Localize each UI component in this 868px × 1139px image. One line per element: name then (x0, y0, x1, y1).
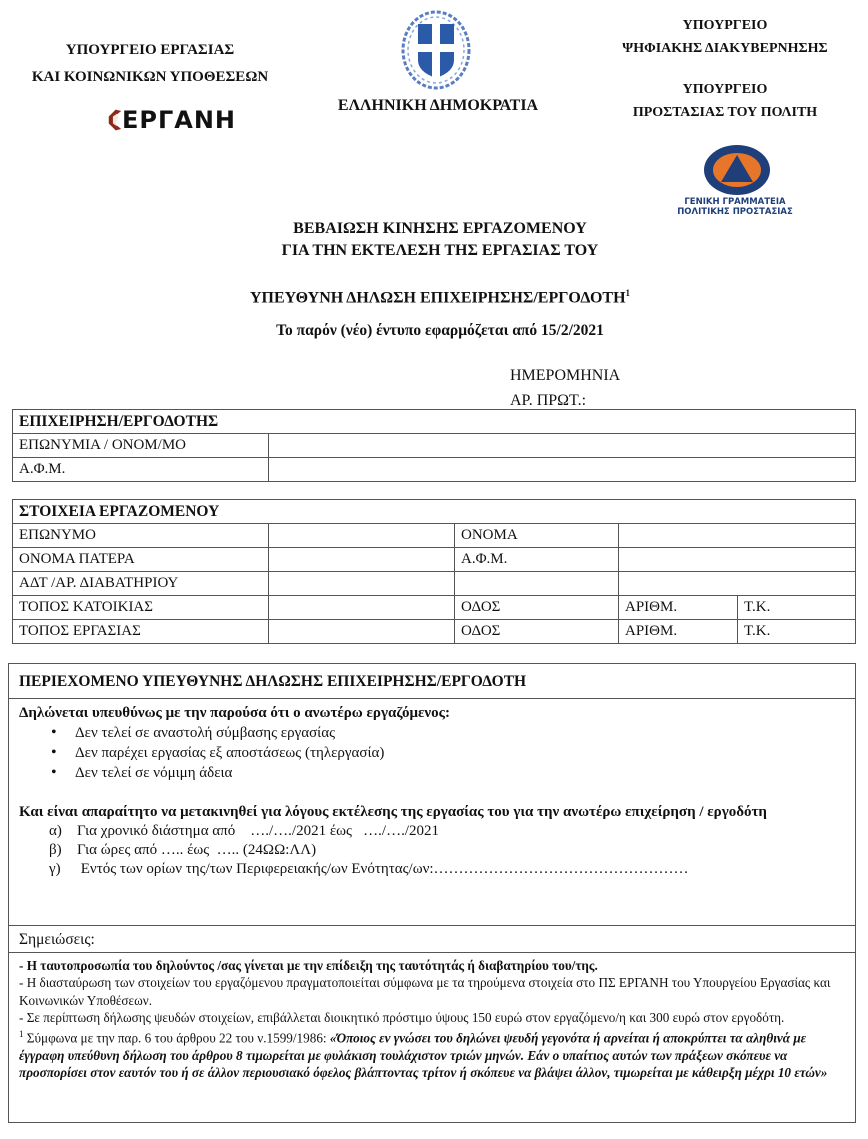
employee-id-field[interactable] (269, 572, 455, 596)
declaration-content-box (8, 663, 856, 926)
notes-box (8, 925, 856, 1123)
residence-label: ΤΟΠΟΣ ΚΑΤΟΙΚΙΑΣ (13, 596, 269, 620)
ministry-labour-line2: ΚΑΙ ΚΟΙΝΩΝΙΚΩΝ ΥΠΟΘΕΣΕΩΝ (31, 69, 269, 85)
employer-name-field[interactable] (269, 434, 856, 458)
employer-table (12, 409, 856, 482)
employee-id-extra-field[interactable] (455, 572, 619, 596)
employer-afm-label: Α.Φ.Μ. (13, 458, 269, 482)
greek-coat-of-arms (400, 8, 472, 90)
ministry-labour-line1: ΥΠΟΥΡΓΕΙΟ ΕΡΓΑΣΙΑΣ (65, 42, 235, 58)
workplace-number-label: ΑΡΙΘΜ. (619, 620, 738, 644)
option-hours[interactable] (49, 841, 855, 860)
ministry-digital-line2: ΨΗΦΙΑΚΗΣ ΔΙΑΚΥΒΕΡΝΗΣΗΣ (622, 41, 828, 56)
bullet-no-leave: • Δεν τελεί σε νόμιμη άδεια (75, 763, 855, 783)
civil-protection-logo (703, 144, 771, 196)
employee-id-label: ΑΔΤ /ΑΡ. ΔΙΑΒΑΤΗΡΙΟΥ (13, 572, 269, 596)
document-title-line2: ΓΙΑ ΤΗΝ ΕΚΤΕΛΕΣΗ ΤΗΣ ΕΡΓΑΣΙΑΣ ΤΟΥ (281, 242, 599, 259)
declaration-title-text: ΥΠΕΥΘΥΝΗ ΔΗΛΩΣΗ ΕΠΙΧΕΙΡΗΣΗΣ/ΕΡΓΟΔΟΤΗ (249, 289, 626, 307)
workplace-street-label: ΟΔΟΣ (455, 620, 619, 644)
residence-field[interactable] (269, 596, 455, 620)
option-period[interactable] (49, 822, 855, 841)
ministry-citizen-protection (590, 78, 860, 124)
option-period-text: Για χρονικό διάστημα από …./…./2021 έως …./…./2021 (77, 823, 440, 839)
option-period-label: α) (49, 823, 62, 839)
ergani-logo (106, 100, 236, 140)
status-bullet-list (19, 723, 855, 783)
employee-table (12, 499, 856, 644)
civil-protection-caption-line1: ΓΕΝΙΚΗ ΓΡΑΜΜΑΤΕΙΑ (684, 197, 786, 207)
employee-id-extra-field-2[interactable] (619, 572, 856, 596)
civil-protection-emblem-icon (703, 144, 771, 196)
footnote-mark: 1 (625, 288, 631, 298)
employee-name-field[interactable] (619, 524, 856, 548)
bullet-no-suspension: • Δεν τελεί σε αναστολή σύμβασης εργασίας (75, 723, 855, 743)
footnote-mark: 1 (19, 1029, 24, 1040)
hellenic-republic-title: ΕΛΛΗΝΙΚΗ ΔΗΜΟΚΡΑΤΙΑ (337, 97, 539, 114)
residence-number-label: ΑΡΙΘΜ. (619, 596, 738, 620)
content-intro: Δηλώνεται υπευθύνως με την παρούσα ότι ο ανωτέρω εργαζόμενος: (19, 705, 450, 721)
protocol-number-label: ΑΡ. ΠΡΩΤ.: (510, 392, 587, 409)
note-footnote (19, 1026, 847, 1081)
option-region[interactable] (49, 860, 855, 879)
ergani-logo-text: ΕΡΓΑΝΗ (121, 106, 236, 134)
employee-name-label: ΟΝΟΜΑ (455, 524, 619, 548)
employee-heading: ΣΤΟΙΧΕΙΑ ΕΡΓΑΖΟΜΕΝΟΥ (13, 500, 856, 524)
date-label: ΗΜΕΡΟΜΗΝΙΑ (510, 367, 621, 384)
employee-afm-label: Α.Φ.Μ. (455, 548, 619, 572)
ministry-digital-governance (590, 14, 860, 60)
notes-heading: Σημειώσεις: (9, 926, 855, 953)
employer-name-label: ΕΠΩΝΥΜΙΑ / ΟΝΟΜ/ΜΟ (13, 434, 269, 458)
bullet-no-telework: • Δεν παρέχει εργασίας εξ αποστάσεως (τηλεργασία) (75, 743, 855, 763)
employee-surname-label: ΕΠΩΝΥΜΟ (13, 524, 269, 548)
employee-father-field[interactable] (269, 548, 455, 572)
employer-heading: ΕΠΙΧΕΙΡΗΣΗ/ΕΡΓΟΔΟΤΗΣ (13, 410, 856, 434)
employer-afm-field[interactable] (269, 458, 856, 482)
workplace-field[interactable] (269, 620, 455, 644)
document-title (200, 218, 680, 262)
ministry-digital-line1: ΥΠΟΥΡΓΕΙΟ (682, 18, 768, 33)
option-region-label: γ) (49, 861, 61, 877)
footnote-quote: «Όποιος εν γνώσει του δηλώνει ψευδή γεγονότα ή αρνείται ή αποκρύπτει τα αληθινά με έγγραφη υπεύθυνη δήλωση του άρθρου 8 τιμωρείται με φυλάκιση τουλάχιστον τριών μηνών. Εάν ο υπαίτιος αυτών των πράξεων σκόπευε να προσπορίσει στον εαυτόν του ή σε άλλον περιουσιακό όφελος βλάπτοντας τρίτον ή σκόπευε να βλάψει άλλον, τιμωρείται με κάθειρξη μέχρι 10 ετών» (19, 1030, 828, 1081)
document-meta (510, 363, 620, 413)
footnote-intro: Σύμφωνα με την παρ. 6 του άρθρου 22 του ν.1599/1986: (23, 1030, 330, 1046)
ministry-citizen-line1: ΥΠΟΥΡΓΕΙΟ (682, 82, 768, 97)
residence-postal-label: Τ.Κ. (738, 596, 856, 620)
residence-street-label: ΟΔΟΣ (455, 596, 619, 620)
note-identity: - Η ταυτοπροσωπία του δηλούντος /σας γίνεται με την επίδειξη της ταυτότητάς ή διαβατηρίου του/της. (19, 958, 598, 973)
movement-statement: Και είναι απαραίτητο να μετακινηθεί για λόγους εκτέλεσης της εργασίας του για την ανωτέρω επιχείρηση / εργοδότη (19, 804, 767, 820)
declaration-title (200, 282, 680, 309)
content-heading: ΠΕΡΙΕΧΟΜΕΝΟ ΥΠΕΥΘΥΝΗΣ ΔΗΛΩΣΗΣ ΕΠΙΧΕΙΡΗΣΗΣ/ΕΡΓΟΔΟΤΗ (9, 664, 855, 699)
movement-options (19, 822, 855, 879)
employee-afm-field[interactable] (619, 548, 856, 572)
option-region-text: Εντός των ορίων της/των Περιφερειακής/ων Ενότητας/ων:…………………………………………… (77, 861, 689, 877)
option-hours-label: β) (49, 842, 62, 858)
ministry-citizen-line2: ΠΡΟΣΤΑΣΙΑΣ ΤΟΥ ΠΟΛΙΤΗ (632, 105, 818, 120)
workplace-postal-label: Τ.Κ. (738, 620, 856, 644)
note-penalty: - Σε περίπτωση δήλωσης ψευδών στοιχείων, επιβάλλεται διοικητικό πρόστιμο ύψους 150 ευρώ στον εργαζόμενο/η και 300 ευρώ στον εργοδότη. (19, 1009, 785, 1025)
civil-protection-caption-line2: ΠΟΛΙΤΙΚΗΣ ΠΡΟΣΤΑΣΙΑΣ (677, 207, 793, 217)
workplace-label: ΤΟΠΟΣ ΕΡΓΑΣΙΑΣ (13, 620, 269, 644)
option-hours-text: Για ώρες από ….. έως ….. (24ΩΩ:ΛΛ) (77, 842, 317, 858)
employee-father-label: ΟΝΟΜΑ ΠΑΤΕΡΑ (13, 548, 269, 572)
ministry-labour-name (0, 37, 300, 91)
civil-protection-caption (670, 197, 800, 217)
greek-emblem-icon (400, 8, 472, 90)
note-crosscheck: - Η διασταύρωση των στοιχείων του εργαζόμενου πραγματοποιείται σύμφωνα με τα τηρούμενα στοιχεία στο ΠΣ ΕΡΓΑΝΗ του Υπουργείου Εργασίας και Κοινωνικών Υποθέσεων. (19, 975, 831, 1008)
effective-date-note: Το παρόν (νέο) έντυπο εφαρμόζεται από 15/2/2021 (276, 322, 604, 339)
document-title-line1: ΒΕΒΑΙΩΣΗ ΚΙΝΗΣΗΣ ΕΡΓΑΖΟΜΕΝΟΥ (293, 220, 587, 237)
employee-surname-field[interactable] (269, 524, 455, 548)
